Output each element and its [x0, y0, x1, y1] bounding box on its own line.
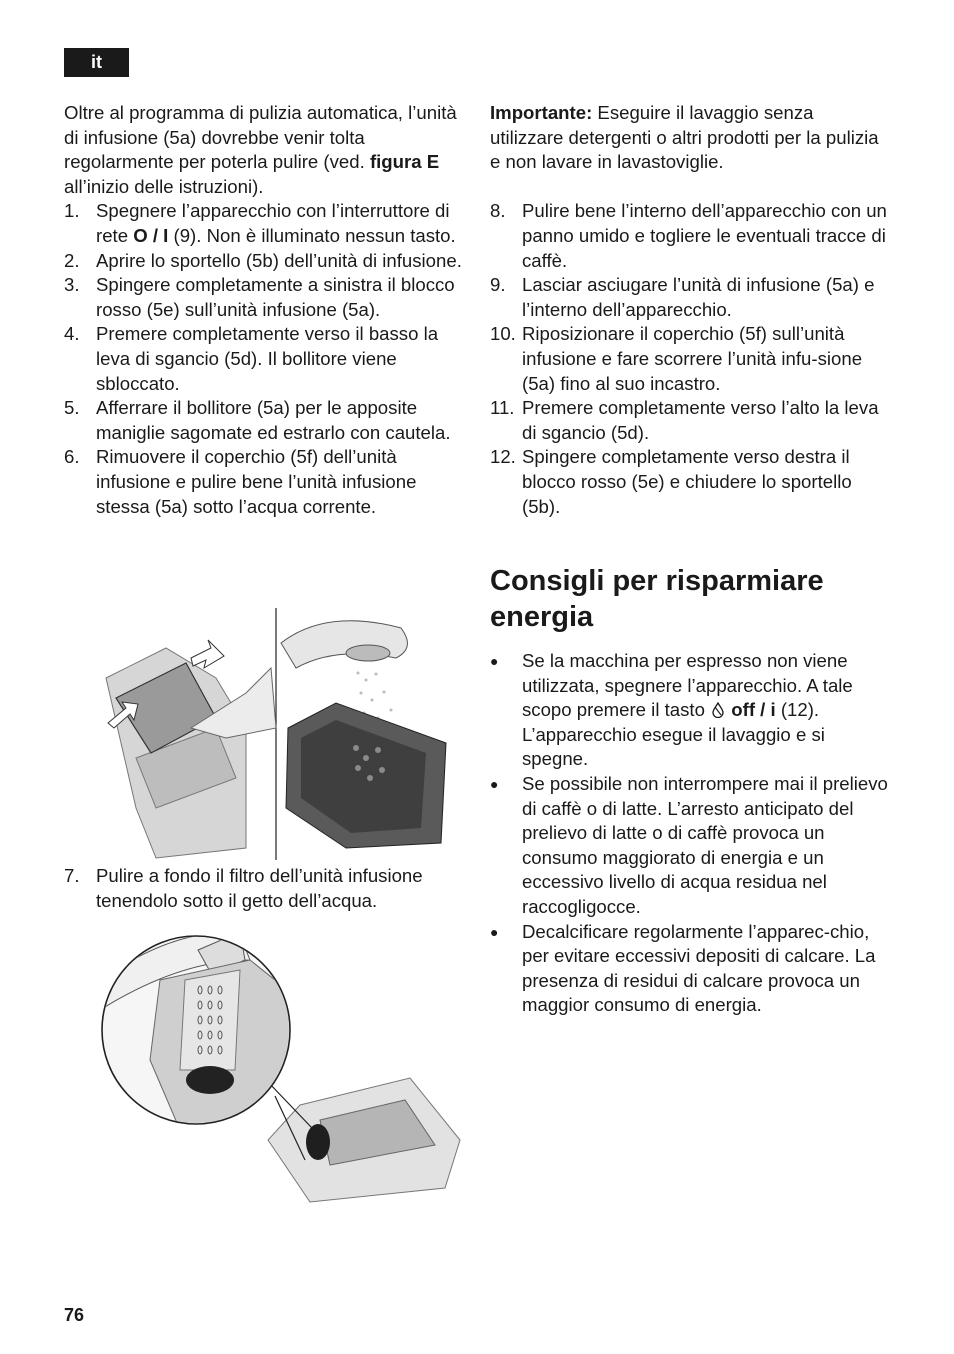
filter-rinse-illustration — [100, 920, 462, 1205]
list-item: ● Se la macchina per espresso non viene utilizzata, spegnere l’apparecchio. A tale scopo premere il tasto off / i (12). L’apparecchio esegue il lavaggio e si spegne. — [490, 650, 853, 770]
section-title: Consigli per risparmiare energia — [490, 565, 824, 634]
figure-reference: figura E — [369, 151, 440, 173]
list-item: 5. Afferrare il bollitore (5a) per le apposite maniglie sagomate ed estrarlo con cautela. — [64, 397, 451, 443]
list-item: 1. Spegnere l’apparecchio con l’interruttore di rete O / I (9). Non è illuminato nessun tasto. — [64, 200, 456, 246]
list-item: 7. Pulire a fondo il filtro dell’unità infusione tenendolo sotto il getto dell’acqua. — [64, 865, 423, 911]
right-column — [490, 101, 890, 1018]
list-item: ● Se possibile non interrompere mai il prelievo di caffè o di latte. L’arresto anticipato del prelievo di latte o di caffè provoca un consumo maggiorato di energia e un eccessivo livello di acqua residua nel raccogligocce. — [490, 773, 888, 918]
list-item: 8. Pulire bene l’interno dell’apparecchio con un panno umido e togliere le eventuali tracce di caffè. — [490, 200, 887, 271]
off-button-symbol: off / i — [731, 699, 776, 721]
bullet-dot-icon: ● — [490, 776, 499, 793]
final-steps-list — [490, 199, 890, 519]
page-number: 76 — [64, 1305, 85, 1325]
language-tag: it — [64, 48, 129, 77]
brewing-unit-rinse-illustration — [96, 608, 456, 860]
energy-tips-list — [490, 649, 890, 1018]
list-item: 10. Riposizionare il coperchio (5f) sull’unità infusione e fare scorrere l’unità infu-sione (5a) fino al suo incastro. — [490, 323, 863, 394]
cleaning-steps-list-continued — [64, 864, 470, 913]
cleaning-steps-list — [64, 199, 470, 519]
list-item: 12. Spingere completamente verso destra il blocco rosso (5e) e chiudere lo sportello (5b). — [490, 446, 852, 517]
bullet-dot-icon: ● — [490, 923, 499, 940]
left-column — [64, 101, 470, 519]
important-label: Importante: — [490, 102, 593, 123]
important-note: Importante: Eseguire il lavaggio senza utilizzare detergenti o altri prodotti per la pulizia e non lavare in lavastoviglie. — [490, 102, 879, 173]
step-7-block — [64, 864, 470, 913]
list-item: 2. Aprire lo sportello (5b) dell’unità di infusione. — [64, 249, 462, 271]
power-switch-symbol: O / I — [133, 224, 169, 246]
off-drop-icon — [710, 702, 726, 718]
list-item: 6. Rimuovere il coperchio (5f) dell’unità infusione e pulire bene l’unità infusione stessa (5a) sotto l’acqua corrente. — [64, 446, 417, 517]
list-item: 3. Spingere completamente a sinistra il blocco rosso (5e) sull’unità infusione (5a). — [64, 274, 455, 320]
intro-paragraph: Oltre al programma di pulizia automatica, l’unità di infusione (5a) dovrebbe venir tolta regolarmente per poterla pulire (ved. figura E all’inizio delle istruzioni). — [64, 102, 457, 197]
bullet-dot-icon: ● — [490, 653, 499, 670]
list-item: 9. Lasciar asciugare l’unità di infusione (5a) e l’interno dell’apparecchio. — [490, 274, 875, 320]
list-item: ● Decalcificare regolarmente l’apparec-chio, per evitare eccessivi depositi di calcare. La presenza di residui di calcare provoca un maggior consumo di energia. — [490, 920, 876, 1016]
list-item: 4. Premere completamente verso il basso la leva di sgancio (5d). Il bollitore viene sbloccato. — [64, 323, 439, 394]
list-item: 11. Premere completamente verso l’alto la leva di sgancio (5d). — [490, 397, 879, 443]
